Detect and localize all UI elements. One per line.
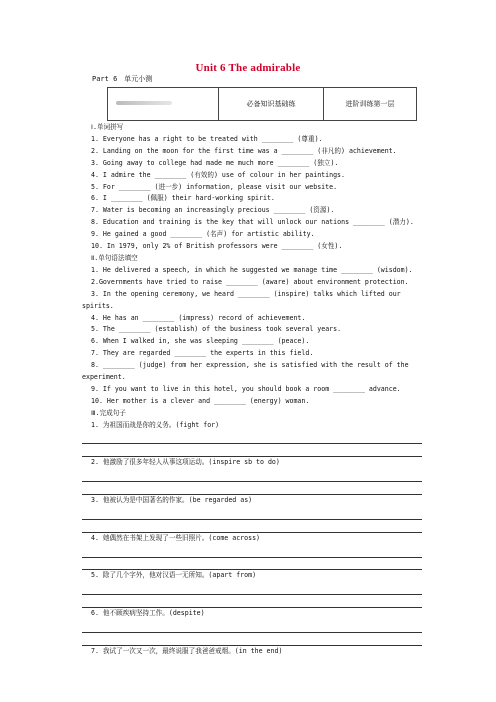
question-item: 7. Water is becoming an increasingly precious ________ (资源). [91,206,335,215]
answer-line [82,622,422,633]
question-item: 9. If you want to live in this hotel, you should book a room ________ advance. [91,384,401,393]
question-item: 5. 除了几个字外，他对汉语一无所知。(apart from) [91,571,257,580]
question-item: 4. I admire the ________ (有效的) use of colour in her paintings. [91,170,345,179]
question-item: 5. The ________ (establish) of the business took several years. [91,325,342,334]
header-table [107,87,417,121]
section-heading-spelling: Ⅰ.单词拼写 [91,123,124,131]
question-item: 8. ________ (judge) from her expression, she is satisfied with the result of the experiment. [82,361,409,382]
question-item: 6. I ________ (佩服) their hard-working spirit. [91,194,275,203]
question-item: 10. Her mother is a clever and ________ (energy) woman. [91,396,310,405]
question-item: 4. He has an ________ (impress) record of achievement. [91,313,306,322]
question-item: 5. For ________ (进一步) information, please visit our website. [91,182,338,191]
header-cell-basic: 必备知识基础练 [219,88,324,120]
question-item: 1. 为祖国而战是你的义务。(fight for) [91,420,220,429]
answer-line [82,471,422,482]
header-cell-image [108,88,219,120]
question-item: 9. He gained a good ________ (名声) for artistic ability. [91,230,315,239]
answer-line [82,446,422,457]
question-item: 1. Everyone has a right to be treated with ________ (尊重). [91,134,323,143]
part-label: Part 6 单元小测 [92,75,153,83]
question-item: 3. In the opening ceremony, we heard ________ (inspire) talks which lifted our spirits. [82,289,401,310]
answer-line [82,559,422,570]
worksheet-content [82,122,422,658]
question-item: 2.Governments have tried to raise ________ (aware) about environment protection. [91,277,409,286]
answer-line [82,484,422,495]
answer-line [82,597,422,608]
answer-line [82,433,422,444]
question-item: 1. He delivered a speech, in which he suggested we manage time ________ (wisdom). [91,265,413,274]
question-item: 4. 她偶然在书架上发现了一些旧照片。(come across) [91,533,261,542]
header-cell-advanced: 进阶训练第一层 [345,100,395,108]
question-item: 10. In 1979, only 2% of British professors were ________ (女性). [91,242,343,251]
answer-line [82,584,422,595]
question-item: 2. Landing on the moon for the first time was a ________ (非凡的) achievement. [91,146,397,155]
question-item: 7. They are regarded ________ the experts in this field. [91,349,314,358]
question-item: 3. Going away to college had made me much more ________ (独立). [91,158,339,167]
question-item: 8. Education and training is the key that will unlock our nations ________ (潜力). [91,218,414,227]
question-item: 6. When I walked in, she was sleeping ________ (peace). [91,337,310,346]
decorative-bar-image [116,101,172,105]
question-item: 3. 他被认为是中国著名的作家。(be regarded as) [91,496,253,505]
answer-line [82,634,422,645]
section-heading-sentences: Ⅲ.完成句子 [91,408,126,417]
answer-line [82,508,422,519]
answer-line [82,521,422,532]
question-item: 6. 他不顾疾病坚持工作。(despite) [91,609,205,618]
answer-line [82,546,422,557]
question-item: 2. 他激励了很多年轻人从事这项运动。(inspire sb to do) [91,458,280,467]
question-item: 7. 我试了一次又一次，最终说服了我爸爸戒烟。(in the end) [91,646,283,655]
section-heading-grammar: Ⅱ.单句语法填空 [91,253,138,262]
page-title: Unit 6 The admirable [195,62,301,74]
